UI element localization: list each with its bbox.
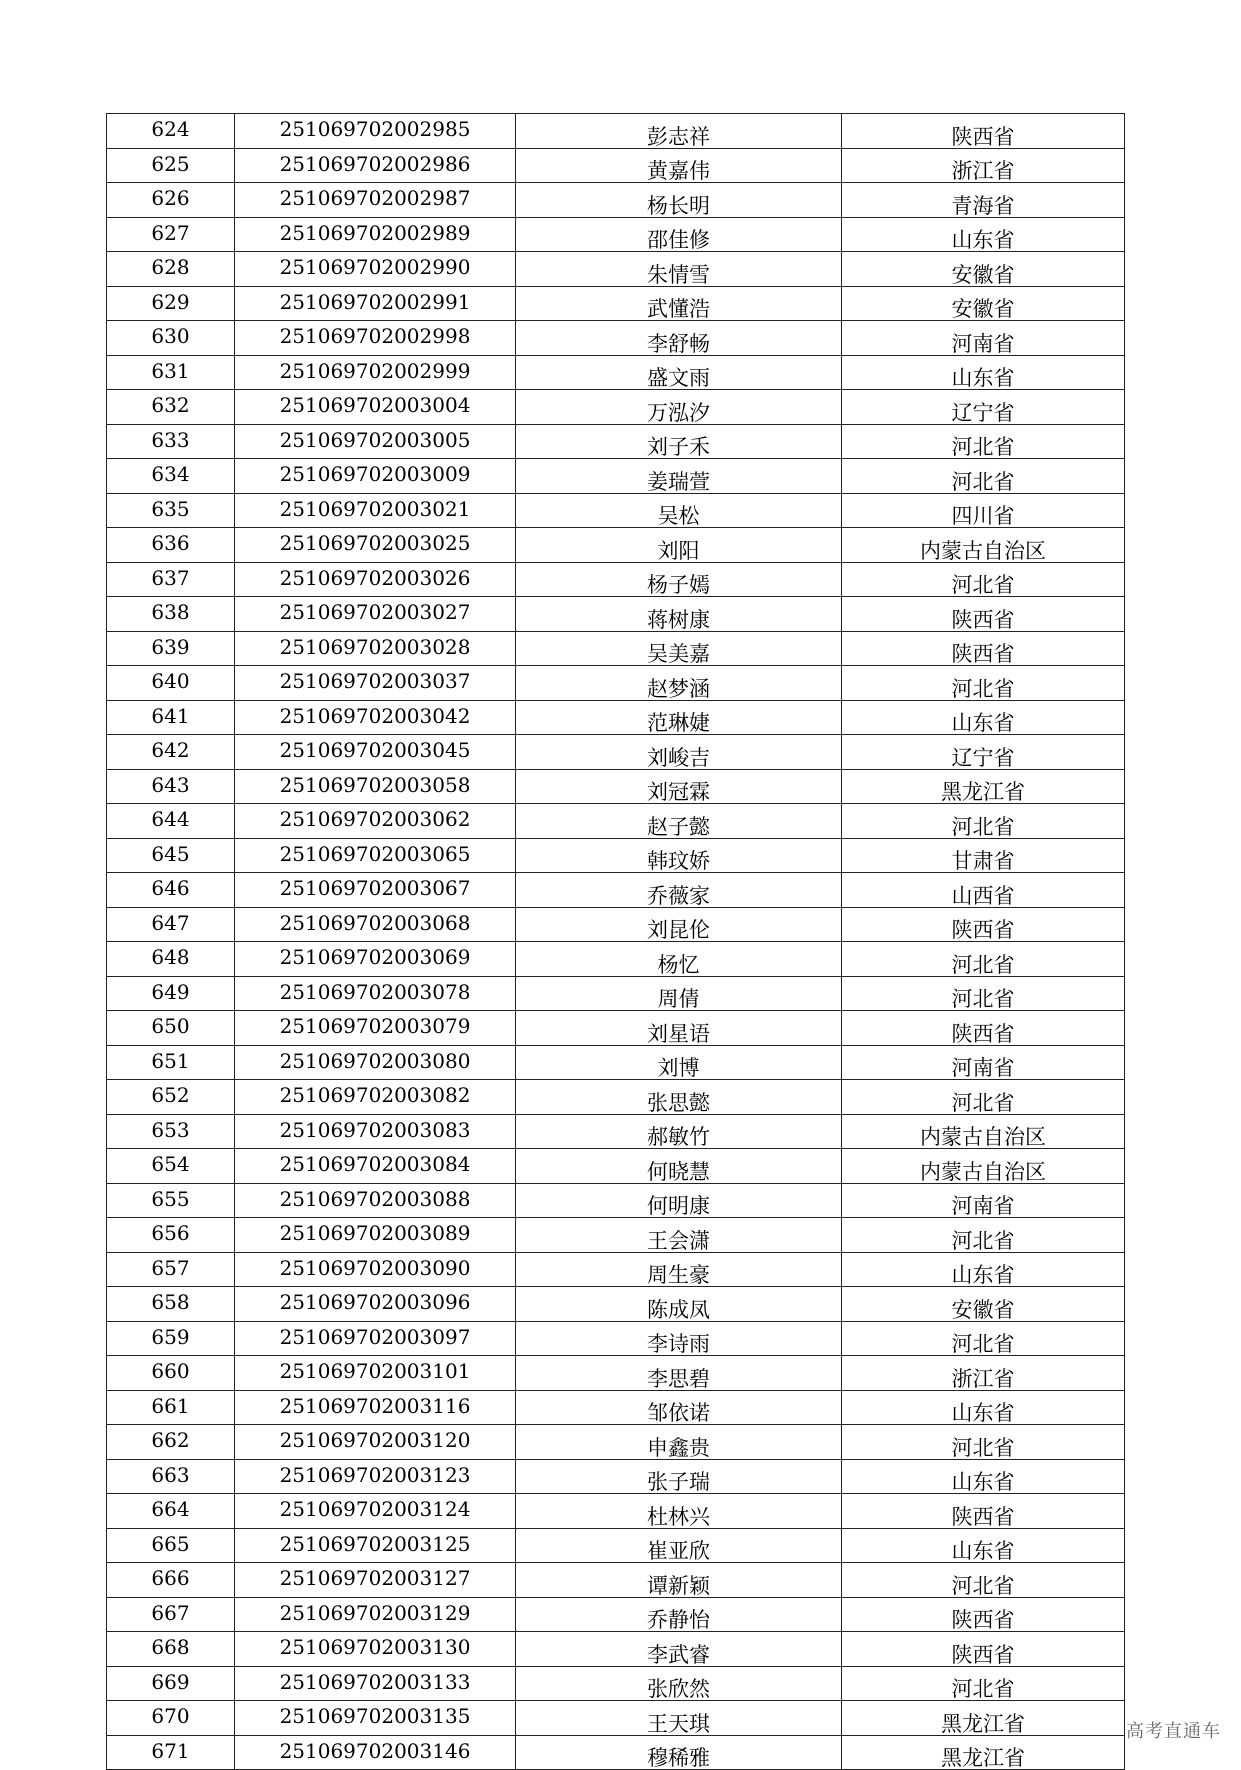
province-cell: 内蒙古自治区 <box>842 528 1125 563</box>
row-number-cell: 664 <box>107 1494 235 1529</box>
candidate-id-cell: 251069702003083 <box>235 1114 516 1149</box>
name-cell: 周生豪 <box>516 1252 842 1287</box>
candidate-id-cell: 251069702003005 <box>235 424 516 459</box>
name-cell: 杜林兴 <box>516 1494 842 1529</box>
name-cell: 郝敏竹 <box>516 1114 842 1149</box>
province-cell: 山东省 <box>842 1459 1125 1494</box>
name-cell: 乔静怡 <box>516 1597 842 1632</box>
name-cell: 杨长明 <box>516 183 842 218</box>
table-row <box>107 804 1125 839</box>
candidate-id-cell: 251069702003028 <box>235 631 516 666</box>
name-cell: 王天琪 <box>516 1701 842 1736</box>
candidate-id-cell: 251069702003078 <box>235 976 516 1011</box>
candidate-id-cell: 251069702003129 <box>235 1597 516 1632</box>
row-number-cell: 654 <box>107 1149 235 1184</box>
table-row <box>107 1735 1125 1770</box>
row-number-cell: 638 <box>107 597 235 632</box>
candidate-id-cell: 251069702003042 <box>235 700 516 735</box>
province-cell: 陕西省 <box>842 907 1125 942</box>
province-cell: 河北省 <box>842 424 1125 459</box>
name-cell: 邹依诺 <box>516 1390 842 1425</box>
row-number-cell: 646 <box>107 873 235 908</box>
candidate-id-cell: 251069702002989 <box>235 217 516 252</box>
name-cell: 刘峻吉 <box>516 735 842 770</box>
province-cell: 陕西省 <box>842 1011 1125 1046</box>
candidate-id-cell: 251069702003067 <box>235 873 516 908</box>
candidate-id-cell: 251069702003079 <box>235 1011 516 1046</box>
row-number-cell: 655 <box>107 1183 235 1218</box>
province-cell: 陕西省 <box>842 597 1125 632</box>
row-number-cell: 633 <box>107 424 235 459</box>
province-cell: 辽宁省 <box>842 390 1125 425</box>
table-row <box>107 1425 1125 1460</box>
table-row <box>107 907 1125 942</box>
province-cell: 河北省 <box>842 942 1125 977</box>
province-cell: 甘肃省 <box>842 838 1125 873</box>
table-row <box>107 838 1125 873</box>
row-number-cell: 667 <box>107 1597 235 1632</box>
province-cell: 河南省 <box>842 1183 1125 1218</box>
name-cell: 乔薇家 <box>516 873 842 908</box>
candidate-id-cell: 251069702003021 <box>235 493 516 528</box>
candidate-id-cell: 251069702003045 <box>235 735 516 770</box>
province-cell: 陕西省 <box>842 1632 1125 1667</box>
province-cell: 陕西省 <box>842 114 1125 149</box>
candidate-id-cell: 251069702003069 <box>235 942 516 977</box>
table-row <box>107 1666 1125 1701</box>
table-row <box>107 217 1125 252</box>
table-row <box>107 1149 1125 1184</box>
province-cell: 山东省 <box>842 1252 1125 1287</box>
table-row <box>107 1183 1125 1218</box>
name-cell: 陈成凤 <box>516 1287 842 1322</box>
row-number-cell: 666 <box>107 1563 235 1598</box>
province-cell: 河南省 <box>842 321 1125 356</box>
row-number-cell: 634 <box>107 459 235 494</box>
province-cell: 河北省 <box>842 1563 1125 1598</box>
province-cell: 黑龙江省 <box>842 1701 1125 1736</box>
province-cell: 河北省 <box>842 1666 1125 1701</box>
row-number-cell: 643 <box>107 769 235 804</box>
row-number-cell: 632 <box>107 390 235 425</box>
name-cell: 姜瑞萱 <box>516 459 842 494</box>
candidate-id-cell: 251069702003146 <box>235 1735 516 1770</box>
row-number-cell: 625 <box>107 148 235 183</box>
candidate-id-cell: 251069702002987 <box>235 183 516 218</box>
name-cell: 杨忆 <box>516 942 842 977</box>
name-cell: 张思懿 <box>516 1080 842 1115</box>
candidate-id-cell: 251069702003125 <box>235 1528 516 1563</box>
name-cell: 刘星语 <box>516 1011 842 1046</box>
name-cell: 吴松 <box>516 493 842 528</box>
name-cell: 盛文雨 <box>516 355 842 390</box>
candidate-id-cell: 251069702003127 <box>235 1563 516 1598</box>
roster-table <box>106 113 1125 1770</box>
table-row <box>107 562 1125 597</box>
row-number-cell: 668 <box>107 1632 235 1667</box>
province-cell: 河北省 <box>842 804 1125 839</box>
name-cell: 崔亚欣 <box>516 1528 842 1563</box>
province-cell: 浙江省 <box>842 1356 1125 1391</box>
province-cell: 内蒙古自治区 <box>842 1149 1125 1184</box>
table-row <box>107 390 1125 425</box>
candidate-id-cell: 251069702003037 <box>235 666 516 701</box>
table-row <box>107 114 1125 149</box>
province-cell: 山东省 <box>842 355 1125 390</box>
candidate-id-cell: 251069702003130 <box>235 1632 516 1667</box>
table-row <box>107 942 1125 977</box>
candidate-id-cell: 251069702003124 <box>235 1494 516 1529</box>
province-cell: 安徽省 <box>842 1287 1125 1322</box>
name-cell: 何晓慧 <box>516 1149 842 1184</box>
name-cell: 周倩 <box>516 976 842 1011</box>
province-cell: 安徽省 <box>842 286 1125 321</box>
table-row <box>107 666 1125 701</box>
table-row <box>107 1459 1125 1494</box>
province-cell: 河北省 <box>842 459 1125 494</box>
row-number-cell: 629 <box>107 286 235 321</box>
table-row <box>107 700 1125 735</box>
candidate-id-cell: 251069702003082 <box>235 1080 516 1115</box>
row-number-cell: 645 <box>107 838 235 873</box>
row-number-cell: 649 <box>107 976 235 1011</box>
name-cell: 李武睿 <box>516 1632 842 1667</box>
province-cell: 陕西省 <box>842 1494 1125 1529</box>
candidate-id-cell: 251069702003088 <box>235 1183 516 1218</box>
candidate-id-cell: 251069702003084 <box>235 1149 516 1184</box>
row-number-cell: 651 <box>107 1045 235 1080</box>
candidate-id-cell: 251069702002998 <box>235 321 516 356</box>
name-cell: 谭新颖 <box>516 1563 842 1598</box>
table-row <box>107 1563 1125 1598</box>
candidate-id-cell: 251069702002986 <box>235 148 516 183</box>
province-cell: 河北省 <box>842 1080 1125 1115</box>
name-cell: 邵佳修 <box>516 217 842 252</box>
province-cell: 河北省 <box>842 562 1125 597</box>
table-row <box>107 769 1125 804</box>
name-cell: 赵梦涵 <box>516 666 842 701</box>
province-cell: 山东省 <box>842 1390 1125 1425</box>
candidate-id-cell: 251069702002990 <box>235 252 516 287</box>
name-cell: 黄嘉伟 <box>516 148 842 183</box>
province-cell: 山东省 <box>842 1528 1125 1563</box>
row-number-cell: 671 <box>107 1735 235 1770</box>
province-cell: 陕西省 <box>842 631 1125 666</box>
row-number-cell: 670 <box>107 1701 235 1736</box>
row-number-cell: 627 <box>107 217 235 252</box>
table-row <box>107 424 1125 459</box>
table-row <box>107 148 1125 183</box>
table-row <box>107 873 1125 908</box>
name-cell: 王会潇 <box>516 1218 842 1253</box>
watermark-text: 高考直通车 <box>1126 1721 1221 1742</box>
province-cell: 黑龙江省 <box>842 1735 1125 1770</box>
table-row <box>107 1390 1125 1425</box>
province-cell: 内蒙古自治区 <box>842 1114 1125 1149</box>
name-cell: 韩玟娇 <box>516 838 842 873</box>
name-cell: 李诗雨 <box>516 1321 842 1356</box>
name-cell: 穆稀雅 <box>516 1735 842 1770</box>
province-cell: 河北省 <box>842 1425 1125 1460</box>
name-cell: 刘子禾 <box>516 424 842 459</box>
name-cell: 李思碧 <box>516 1356 842 1391</box>
row-number-cell: 631 <box>107 355 235 390</box>
table-row <box>107 1494 1125 1529</box>
province-cell: 青海省 <box>842 183 1125 218</box>
candidate-id-cell: 251069702003026 <box>235 562 516 597</box>
table-row <box>107 631 1125 666</box>
table-row <box>107 1632 1125 1667</box>
table-row <box>107 252 1125 287</box>
candidate-id-cell: 251069702003120 <box>235 1425 516 1460</box>
province-cell: 河北省 <box>842 1218 1125 1253</box>
row-number-cell: 658 <box>107 1287 235 1322</box>
candidate-id-cell: 251069702003058 <box>235 769 516 804</box>
row-number-cell: 650 <box>107 1011 235 1046</box>
table-row <box>107 1080 1125 1115</box>
table-row <box>107 1597 1125 1632</box>
candidate-id-cell: 251069702003090 <box>235 1252 516 1287</box>
name-cell: 申鑫贵 <box>516 1425 842 1460</box>
name-cell: 刘博 <box>516 1045 842 1080</box>
name-cell: 吴美嘉 <box>516 631 842 666</box>
table-row <box>107 1011 1125 1046</box>
row-number-cell: 653 <box>107 1114 235 1149</box>
province-cell: 山西省 <box>842 873 1125 908</box>
row-number-cell: 661 <box>107 1390 235 1425</box>
candidate-id-cell: 251069702003080 <box>235 1045 516 1080</box>
province-cell: 河北省 <box>842 1321 1125 1356</box>
table-row <box>107 976 1125 1011</box>
row-number-cell: 659 <box>107 1321 235 1356</box>
row-number-cell: 628 <box>107 252 235 287</box>
candidate-id-cell: 251069702003065 <box>235 838 516 873</box>
province-cell: 浙江省 <box>842 148 1125 183</box>
candidate-id-cell: 251069702003116 <box>235 1390 516 1425</box>
table-row <box>107 1114 1125 1149</box>
row-number-cell: 669 <box>107 1666 235 1701</box>
province-cell: 辽宁省 <box>842 735 1125 770</box>
province-cell: 陕西省 <box>842 1597 1125 1632</box>
province-cell: 河北省 <box>842 666 1125 701</box>
name-cell: 范琳婕 <box>516 700 842 735</box>
province-cell: 山东省 <box>842 217 1125 252</box>
name-cell: 刘阳 <box>516 528 842 563</box>
name-cell: 朱情雪 <box>516 252 842 287</box>
name-cell: 蒋树康 <box>516 597 842 632</box>
province-cell: 山东省 <box>842 700 1125 735</box>
candidate-id-cell: 251069702002991 <box>235 286 516 321</box>
row-number-cell: 640 <box>107 666 235 701</box>
candidate-id-cell: 251069702003097 <box>235 1321 516 1356</box>
candidate-id-cell: 251069702003009 <box>235 459 516 494</box>
row-number-cell: 636 <box>107 528 235 563</box>
province-cell: 河北省 <box>842 976 1125 1011</box>
candidate-id-cell: 251069702003133 <box>235 1666 516 1701</box>
row-number-cell: 626 <box>107 183 235 218</box>
row-number-cell: 652 <box>107 1080 235 1115</box>
name-cell: 张欣然 <box>516 1666 842 1701</box>
row-number-cell: 648 <box>107 942 235 977</box>
row-number-cell: 656 <box>107 1218 235 1253</box>
row-number-cell: 630 <box>107 321 235 356</box>
candidate-id-cell: 251069702002999 <box>235 355 516 390</box>
row-number-cell: 639 <box>107 631 235 666</box>
name-cell: 赵子懿 <box>516 804 842 839</box>
name-cell: 武懂浩 <box>516 286 842 321</box>
name-cell: 张子瑞 <box>516 1459 842 1494</box>
row-number-cell: 635 <box>107 493 235 528</box>
row-number-cell: 657 <box>107 1252 235 1287</box>
candidate-id-cell: 251069702003123 <box>235 1459 516 1494</box>
table-row <box>107 286 1125 321</box>
candidate-id-cell: 251069702002985 <box>235 114 516 149</box>
table-row <box>107 1252 1125 1287</box>
candidate-id-cell: 251069702003101 <box>235 1356 516 1391</box>
table-row <box>107 493 1125 528</box>
candidate-id-cell: 251069702003027 <box>235 597 516 632</box>
roster-sheet <box>106 113 1124 1770</box>
row-number-cell: 663 <box>107 1459 235 1494</box>
name-cell: 李舒畅 <box>516 321 842 356</box>
candidate-id-cell: 251069702003135 <box>235 1701 516 1736</box>
province-cell: 河南省 <box>842 1045 1125 1080</box>
name-cell: 何明康 <box>516 1183 842 1218</box>
table-row <box>107 1218 1125 1253</box>
table-row <box>107 1287 1125 1322</box>
name-cell: 刘昆伦 <box>516 907 842 942</box>
candidate-id-cell: 251069702003062 <box>235 804 516 839</box>
candidate-id-cell: 251069702003089 <box>235 1218 516 1253</box>
candidate-id-cell: 251069702003068 <box>235 907 516 942</box>
row-number-cell: 641 <box>107 700 235 735</box>
candidate-id-cell: 251069702003025 <box>235 528 516 563</box>
row-number-cell: 644 <box>107 804 235 839</box>
name-cell: 彭志祥 <box>516 114 842 149</box>
table-row <box>107 1045 1125 1080</box>
row-number-cell: 660 <box>107 1356 235 1391</box>
table-row <box>107 1528 1125 1563</box>
table-row <box>107 459 1125 494</box>
row-number-cell: 624 <box>107 114 235 149</box>
province-cell: 黑龙江省 <box>842 769 1125 804</box>
table-row <box>107 183 1125 218</box>
row-number-cell: 665 <box>107 1528 235 1563</box>
roster-table-body <box>107 114 1125 1770</box>
name-cell: 杨子嫣 <box>516 562 842 597</box>
table-row <box>107 528 1125 563</box>
row-number-cell: 647 <box>107 907 235 942</box>
table-row <box>107 321 1125 356</box>
candidate-id-cell: 251069702003004 <box>235 390 516 425</box>
table-row <box>107 1321 1125 1356</box>
name-cell: 刘冠霖 <box>516 769 842 804</box>
row-number-cell: 642 <box>107 735 235 770</box>
table-row <box>107 597 1125 632</box>
name-cell: 万泓汐 <box>516 390 842 425</box>
table-row <box>107 735 1125 770</box>
province-cell: 四川省 <box>842 493 1125 528</box>
row-number-cell: 662 <box>107 1425 235 1460</box>
table-row <box>107 1356 1125 1391</box>
table-row <box>107 355 1125 390</box>
candidate-id-cell: 251069702003096 <box>235 1287 516 1322</box>
table-row <box>107 1701 1125 1736</box>
row-number-cell: 637 <box>107 562 235 597</box>
province-cell: 安徽省 <box>842 252 1125 287</box>
